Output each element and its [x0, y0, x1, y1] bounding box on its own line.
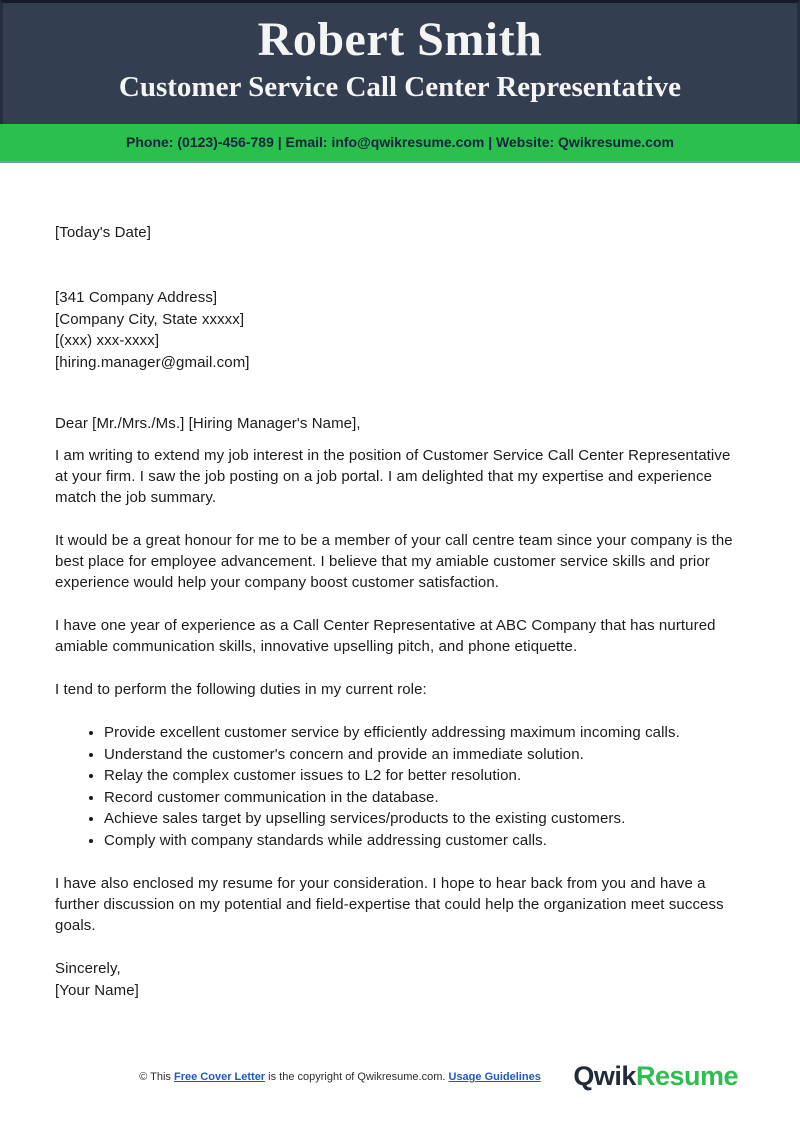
address-line: [341 Company Address] [55, 289, 218, 306]
address-line: [Company City, State xxxxx] [55, 310, 245, 328]
duty-item: • Understand the customer's concern and provide an immediate solution. [104, 744, 745, 766]
address-line: [(xxx) xxx-xxxx] [55, 332, 160, 349]
duties-list [55, 722, 745, 851]
free-cover-letter-link[interactable]: Free Cover Letter [174, 1071, 266, 1083]
salutation: Dear [Mr./Mrs./Ms.] [Hiring Manager's Name], [55, 415, 361, 432]
duty-item: • Provide excellent customer service by efficiently addressing maximum incoming calls. [104, 722, 745, 744]
page-footer [0, 1060, 800, 1105]
body-paragraph: I have one year of experience as a Call Center Representative at ABC Company that has nurtured amiable communication skills, innovative upselling pitch, and phone etiquette. [55, 617, 716, 655]
candidate-name: Robert Smith [257, 13, 543, 66]
letter-header [0, 0, 800, 124]
date-placeholder: [Today's Date] [55, 224, 151, 241]
address-line: [hiring.manager@gmail.com] [55, 353, 250, 371]
logo-resume-text: Resume [635, 1061, 738, 1091]
body-paragraph: I am writing to extend my job interest in the position of Customer Service Call Center Representative at your firm. I saw the job posting on a job portal. I am delighted that my expertise and experience match the job summary. [55, 447, 731, 506]
signature-placeholder: [Your Name] [55, 981, 139, 999]
copyright-prefix: © This [139, 1071, 174, 1083]
recipient-address-block [55, 287, 745, 373]
candidate-title: Customer Service Call Center Representative [118, 71, 682, 103]
duties-intro: I tend to perform the following duties in my current role: [55, 681, 427, 698]
usage-guidelines-link[interactable]: Usage Guidelines [448, 1071, 541, 1083]
duty-item: • Relay the complex customer issues to L2 for better resolution. [104, 765, 745, 787]
copyright-middle: is the copyright of Qwikresume.com. [265, 1071, 449, 1083]
contact-bar: Phone: (0123)-456-789 | Email: info@qwikresume.com | Website: Qwikresume.com [0, 124, 800, 163]
qwikresume-logo [573, 1060, 738, 1092]
logo-qwik-text: Qwik [573, 1061, 636, 1091]
closing-paragraph: I have also enclosed my resume for your consideration. I hope to hear back from you and have a further discussion on my potential and field-expertise that could help the organization meet success goals. [55, 875, 724, 934]
body-paragraph: It would be a great honour for me to be a member of your call centre team since your company is the best place for employee advancement. I believe that my amiable customer service skills and prior experience would help your company boost customer satisfaction. [55, 532, 733, 591]
body-paragraphs [55, 445, 745, 657]
duty-item: • Comply with company standards while addressing customer calls. [104, 830, 745, 852]
signoff: Sincerely, [55, 960, 121, 977]
letter-body [0, 163, 800, 1001]
duty-item: • Achieve sales target by upselling services/products to the existing customers. [104, 808, 745, 830]
duty-item: • Record customer communication in the database. [104, 787, 745, 809]
